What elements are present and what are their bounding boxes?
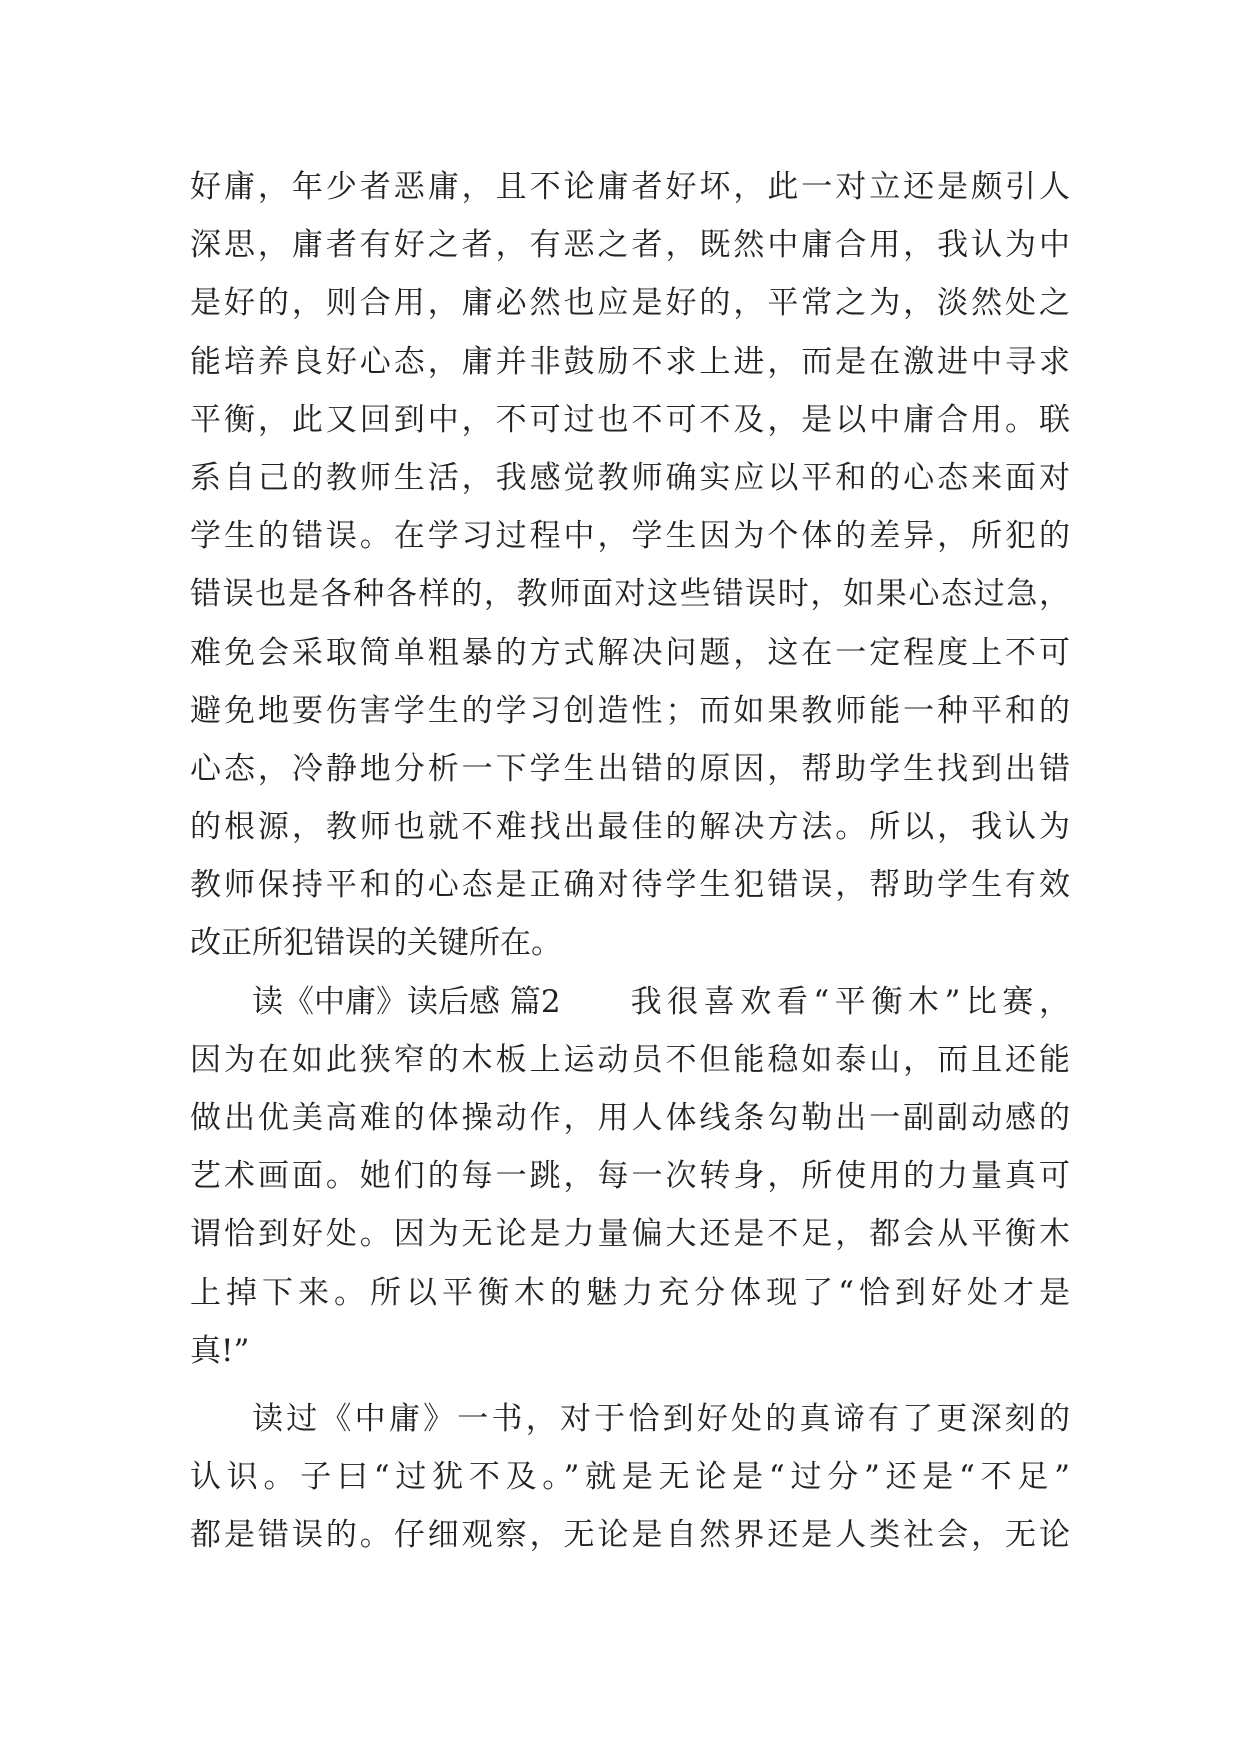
paragraph-line: 心态，冷静地分析一下学生出错的原因，帮助学生找到出错 [190,750,1070,787]
paragraph-line: 认识。子曰“过犹不及。”就是无论是“过分”还是“不足” [190,1459,1070,1496]
paragraph-line: 教师保持平和的心态是正确对待学生犯错误，帮助学生有效 [190,867,1070,904]
section-2 [190,973,1070,1380]
paragraph-line: 因为在如此狭窄的木板上运动员不但能稳如泰山，而且还能 [190,1041,1070,1078]
paragraph-line: 做出优美高难的体操动作，用人体线条勾勒出一副副动感的 [190,1100,1070,1136]
paragraph-line: 学生的错误。在学习过程中，学生因为个体的差异，所犯的 [190,518,1070,555]
paragraph-line: 都是错误的。仔细观察，无论是自然界还是人类社会，无论 [190,1517,1070,1554]
section-title: 读《中庸》读后感 篇2 [252,983,561,1020]
paragraph-line: 艺术画面。她们的每一跳，每一次转身，所使用的力量真可 [190,1158,1070,1195]
paragraph-line: 我很喜欢看“平衡木”比赛， [630,983,1070,1020]
document-body [190,158,1070,1565]
paragraph-line: 上掉下来。所以平衡木的魅力充分体现了“恰到好处才是 [190,1274,1070,1311]
paragraph-line: 谓恰到好处。因为无论是力量偏大还是不足，都会从平衡木 [190,1216,1070,1253]
paragraph-line: 是好的，则合用，庸必然也应是好的，平常之为，淡然处之 [190,285,1070,322]
paragraph-line: 能培养良好心态，庸并非鼓励不求上进，而是在激进中寻求 [190,343,1070,380]
paragraph-line: 平衡，此又回到中，不可过也不可不及，是以中庸合用。联 [190,401,1070,438]
paragraph-line: 改正所犯错误的关键所在。 [190,925,562,962]
paragraph-line: 难免会采取简单粗暴的方式解决问题，这在一定程度上不可 [190,634,1070,671]
paragraph-line: 真!” [190,1332,250,1369]
paragraph-line: 的根源，教师也就不难找出最佳的解决方法。所以，我认为 [190,809,1070,846]
paragraph-line: 好庸，年少者恶庸，且不论庸者好坏，此一对立还是颇引人 [190,169,1070,205]
paragraph-line: 系自己的教师生活，我感觉教师确实应以平和的心态来面对 [190,459,1070,496]
paragraph-1 [190,158,1070,973]
paragraph-line: 避免地要伤害学生的学习创造性；而如果教师能一种平和的 [190,692,1070,729]
paragraph-line: 错误也是各种各样的，教师面对这些错误时，如果心态过急， [190,576,1070,613]
paragraph-3 [190,1390,1070,1565]
section-heading-line [190,973,1070,1031]
paragraph-line: 深思，庸者有好之者，有恶之者，既然中庸合用，我认为中 [190,227,1070,264]
paragraph-line: 读过《中庸》一书，对于恰到好处的真谛有了更深刻的 [252,1400,1070,1437]
